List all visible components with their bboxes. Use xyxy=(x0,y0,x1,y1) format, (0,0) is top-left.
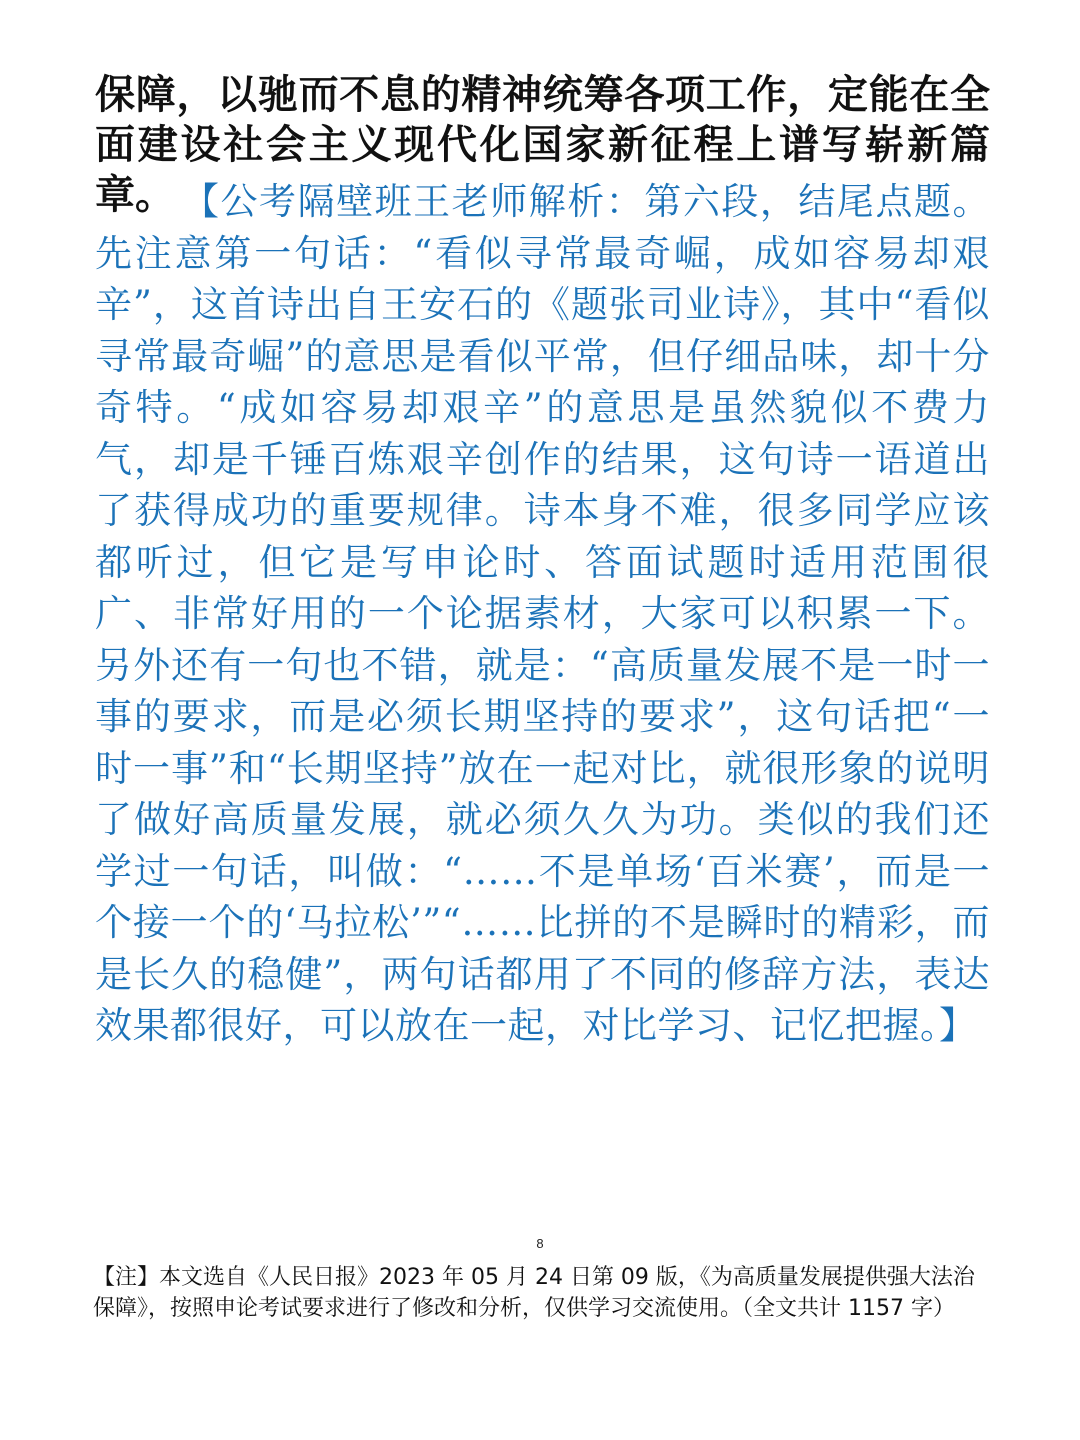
page-number: 8 xyxy=(536,1236,544,1251)
analysis-paragraph: 【公考隔壁班王老师解析：第六段，结尾点题。先注意第一句话：“看似寻常最奇崛，成如容易却艰辛”，这首诗出自王安石的《题张司业诗》，其中“看似寻常最奇崛”的意思是看似平常，但仔细品味，却十分奇特。“成如容易却艰辛”的意思是虽然貌似不费力气，却是千锤百炼艰辛创作的结果，这句诗一语道出了获得成功的重要规律。诗本身不难，很多同学应该都听过，但它是写申论时、答面试题时适用范围很广、非常好用的一个论据素材，大家可以积累一下。另外还有一句也不错，就是：“高质量发展不是一时一事的要求，而是必须长期坚持的要求”，这句话把“一时一事”和“长期坚持”放在一起对比，就很形象的说明了做好高质量发展，就必须久久为功。类似的我们还学过一句话，叫做：“……不是单场‘百米赛’，而是一个接一个的‘马拉松’”“……比拼的不是瞬时的精彩，而是长久的稳健”，两句话都用了不同的修辞方法，表达效果都很好，可以放在一起，对比学习、记忆把握。】 xyxy=(95,180,990,1047)
body-paragraph: 保障，以驰而不息的精神统筹各项工作，定能在全面建设社会主义现代化国家新征程上谱写崭新篇章。 xyxy=(95,71,990,218)
footnote: 【注】本文选自《人民日报》2023 年 05 月 24 日第 09 版，《为高质量发展提供强大法治保障》，按照申论考试要求进行了修改和分析，仅供学习交流使用。（全文共计 1157 字） xyxy=(93,1265,975,1321)
